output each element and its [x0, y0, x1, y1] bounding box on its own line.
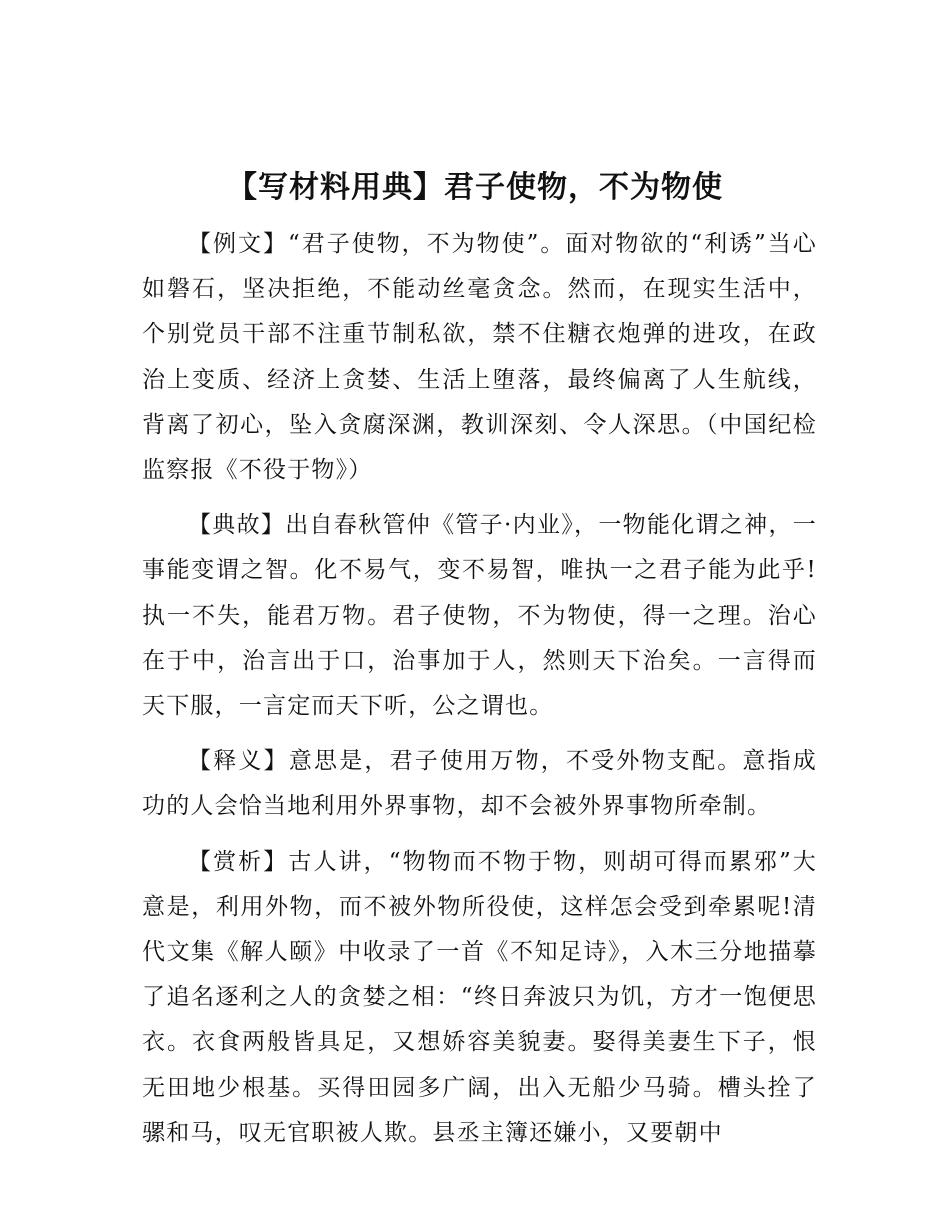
paragraph-text: 古人讲，“物物而不物于物，则胡可得而累邪”大意是，利用外物，而不被外物所役使，这样怎会受到牵累呢!清代文集《解人颐》中收录了一首《不知足诗》，入木三分地描摹了追名逐利之人的贪婪之相：“终日奔波只为饥，方才一饱便思衣。衣食两般皆具足，又想娇容美貌妻。娶得美妻生下子，恨无田地少根基。买得田园多广阔，出入无船少马骑。槽头拴了骡和马，叹无官职被人欺。县丞主簿还嫌小，又要朝中	[142, 848, 817, 1146]
paragraph-allusion	[142, 503, 817, 729]
paragraph-label: 【典故】	[188, 512, 286, 539]
paragraph-label: 【赏析】	[188, 848, 289, 875]
paragraph-text: 出自春秋管仲《管子·内业》，一物能化谓之神，一事能变谓之智。化不易气，变不易智，唯执一之君子能为此乎!执一不失，能君万物。君子使物，不为物使，得一之理。治心在于中，治言出于口，治事加于人，然则天下治矣。一言得而天下服，一言定而天下听，公之谓也。	[142, 512, 817, 720]
paragraph-example	[142, 222, 817, 493]
document-body	[142, 222, 817, 1166]
paragraph-appreciation	[142, 840, 817, 1156]
paragraph-text: “君子使物，不为物使”。面对物欲的“利诱”当心如磐石，坚决拒绝，不能动丝毫贪念。然而，在现实生活中，个别党员干部不注重节制私欲，禁不住糖衣炮弹的进攻，在政治上变质、经济上贪婪、生活上堕落，最终偏离了人生航线，背离了初心，坠入贪腐深渊，教训深刻、令人深思。（中国纪检监察报《不役于物》）	[142, 231, 817, 484]
paragraph-meaning	[142, 739, 817, 829]
document-title: 【写材料用典】君子使物，不为物使	[227, 170, 723, 205]
paragraph-text: 意思是，君子使用万物，不受外物支配。意指成功的人会恰当地利用外界事物，却不会被外界事物所牵制。	[142, 748, 817, 820]
paragraph-label: 【例文】	[188, 231, 288, 257]
paragraph-label: 【释义】	[188, 748, 289, 775]
